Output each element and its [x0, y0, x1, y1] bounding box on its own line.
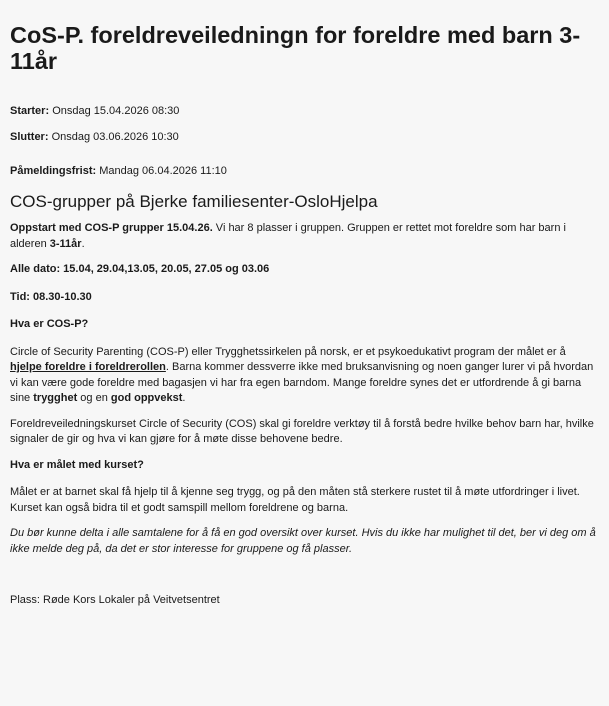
heading-what	[10, 317, 599, 333]
place-line: Plass: Røde Kors Lokaler på Veitvetsentret	[10, 594, 220, 606]
about-bold-2: god oppvekst	[110, 392, 183, 404]
paragraph-note: Du bør kunne delta i alle samtalene for å få en god oversikt over kurset. Hvis du ikke har mulighet til det, ber vi deg om å ikke melde deg på, da det er stor interesse for gruppene og få plasser.	[10, 527, 596, 555]
intro-end: .	[81, 237, 85, 250]
end-label: Slutter:	[10, 131, 49, 143]
start-label: Starter:	[10, 105, 50, 117]
intro-age: 3-11år	[49, 237, 82, 250]
intro-paragraph	[10, 221, 599, 252]
about-text-1: Circle of Security Parenting (COS-P) eller Trygghetssirkelen på norsk, er et psykoedukativt program der målet er å	[10, 345, 566, 358]
end-value: Onsdag 03.06.2026 10:30	[51, 131, 179, 143]
about-text-2: . Barna kommer dessverre ikke med bruksanvisning og noen ganger lurer vi på hvordan vi kan være gode foreldre med bagasjen vi har fra egen barndom. Mange foreldre synes det er utfordrende å gi barna sine	[10, 361, 594, 404]
start-value: Onsdag 15.04.2026 08:30	[52, 105, 180, 117]
paragraph-course: Foreldreveiledningskurset Circle of Security (COS) skal gi foreldre verktøy til å forstå bedre hvilke behov barn har, hvilke signaler de gir og hva vi kan gjøre for å møte disse behovene bedre.	[10, 417, 594, 445]
time-text: Tid: 08.30-10.30	[10, 290, 92, 303]
about-bold-1: trygghet	[33, 392, 78, 404]
event-subtitle: COS-grupper på Bjerke familiesenter-OsloHjelpa	[10, 192, 378, 211]
intro-bold-start: Oppstart med COS-P grupper 15.04.26.	[10, 222, 213, 234]
time-line	[10, 290, 599, 306]
intro-text: Vi har 8 plasser i gruppen. Gruppen er rettet mot foreldre som har barn i alderen	[10, 222, 566, 250]
paragraph-goal: Målet er at barnet skal få hjelp til å kjenne seg trygg, og på den måten stå sterkere rustet til å møte utfordringer i livet. Kurset kan også bidra til et godt samspill mellom foreldrene og barna.	[10, 486, 580, 514]
paragraph-about	[10, 345, 599, 407]
deadline-info	[10, 164, 599, 178]
heading-goal-text: Hva er målet med kurset?	[10, 458, 144, 471]
deadline-label: Påmeldingsfrist:	[10, 165, 97, 177]
deadline-value: Mandag 06.04.2026 11:10	[99, 165, 227, 177]
dates-line	[10, 262, 599, 278]
heading-goal	[10, 458, 599, 474]
dates-text: Alle dato: 15.04, 29.04,13.05, 20.05, 27.05 og 03.06	[10, 263, 270, 275]
page-title: CoS-P. foreldreveiledningn for foreldre med barn 3-11år	[10, 22, 581, 74]
heading-what-text: Hva er COS-P?	[10, 318, 89, 330]
start-info	[10, 104, 599, 118]
end-info	[10, 130, 599, 144]
about-text-3: og en	[77, 392, 111, 404]
about-text-4: .	[182, 392, 186, 404]
parenting-link[interactable]: hjelpe foreldre i foreldrerollen	[10, 361, 166, 373]
